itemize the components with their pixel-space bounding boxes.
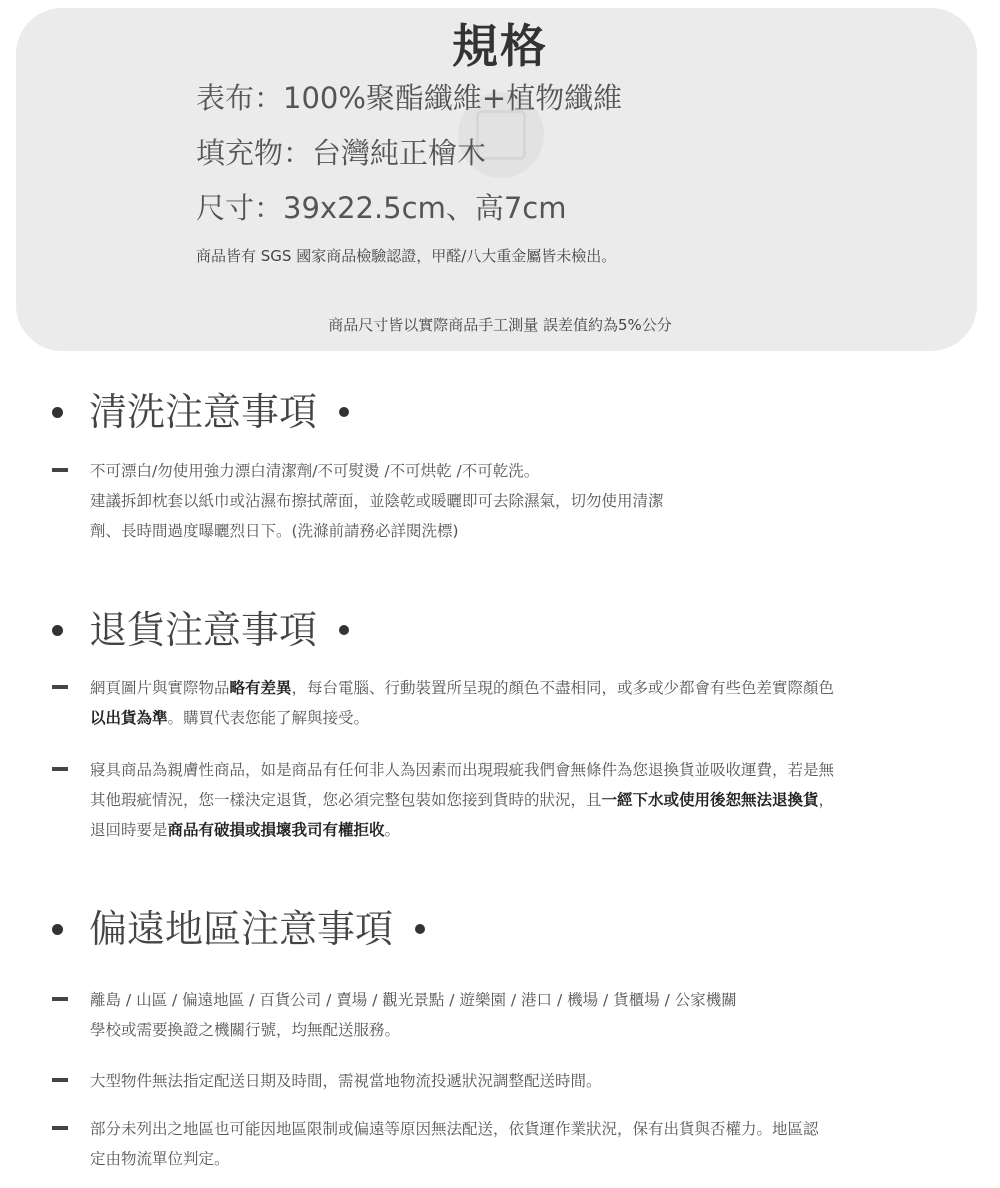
spec-certification: 商品皆有 SGS 國家商品檢驗認證，甲醛/八大重金屬皆未檢出。 bbox=[196, 247, 617, 265]
emphasis-text: 略有差異 bbox=[229, 679, 292, 697]
body-text: 大型物件無法指定配送日期及時間，需視當地物流投遞狀況調整配送時間。 bbox=[90, 1072, 602, 1090]
bullet-icon bbox=[415, 924, 425, 934]
bullet-icon bbox=[52, 625, 63, 636]
section-title: 退貨注意事項 bbox=[89, 608, 318, 652]
spec-fabric: 表布：100%聚酯纖維+植物纖維 bbox=[196, 81, 623, 115]
emphasis-text: 一經下水或使用後恕無法退換貨 bbox=[601, 791, 819, 809]
list-item bbox=[52, 456, 962, 546]
section-title: 偏遠地區注意事項 bbox=[89, 907, 394, 951]
body-text: 部分未列出之地區也可能因地區限制或偏遠等原因無法配送，依貨運作業狀況，保有出貨與否權力。地區認 定由物流單位判定。 bbox=[90, 1120, 819, 1168]
dash-icon bbox=[52, 1078, 68, 1082]
body-text: 離島 / 山區 / 偏遠地區 / 百貨公司 / 賣場 / 觀光景點 / 遊樂園 / 港口 / 機場 / 貨櫃場 / 公家機關 學校或需要換證之機關行號，均無配送服務。 bbox=[90, 991, 737, 1039]
item-text bbox=[90, 985, 962, 1045]
body-text: 網頁圖片與實際物品 bbox=[90, 679, 230, 697]
bullet-icon bbox=[52, 407, 63, 418]
dash-icon bbox=[52, 767, 68, 771]
washing-section-heading bbox=[52, 386, 349, 438]
item-text bbox=[90, 456, 962, 546]
spec-title: 規格 bbox=[452, 19, 548, 73]
body-text: 不可漂白/勿使用強力漂白清潔劑/不可熨燙 /不可烘乾 /不可乾洗。 建議拆卸枕套以紙巾或沾濕布擦拭蓆面，並陰乾或暖曬即可去除濕氣，切勿使用清潔 劑、長時間過度曝曬烈日下。(洗滌前請務必詳閱洗標) bbox=[90, 462, 664, 540]
body-text: 寢具商品為親膚性商品，如是商品有任何非人為因素而出現瑕疵我們會無條件為您退換貨並吸收運費，若是無 其他瑕疵情況，您一樣決定退貨，您必須完整包裝如您接到貨時的狀況，且 bbox=[90, 761, 835, 809]
body-text: ， 退回時要是 bbox=[90, 791, 835, 839]
bullet-icon bbox=[339, 407, 349, 417]
item-text bbox=[90, 1066, 962, 1096]
dash-icon bbox=[52, 685, 68, 689]
dash-icon bbox=[52, 997, 68, 1001]
bullet-icon bbox=[339, 625, 349, 635]
bullet-icon bbox=[52, 924, 63, 935]
spec-size: 尺寸：39x22.5cm、高7cm bbox=[196, 191, 567, 225]
emphasis-text: 以出貨為準 bbox=[90, 709, 168, 727]
returns-section-heading bbox=[52, 604, 349, 656]
item-text bbox=[90, 1114, 962, 1174]
spec-filling: 填充物：台灣純正檜木 bbox=[196, 136, 487, 170]
dash-icon bbox=[52, 468, 68, 472]
spec-measurement-note: 商品尺寸皆以實際商品手工測量 誤差值約為5%公分 bbox=[328, 316, 672, 334]
item-text bbox=[90, 755, 962, 845]
list-item bbox=[52, 1066, 962, 1096]
list-item bbox=[52, 673, 962, 733]
dash-icon bbox=[52, 1126, 68, 1130]
body-text: 。 bbox=[384, 821, 401, 839]
list-item bbox=[52, 1114, 962, 1174]
emphasis-text: 商品有破損或損壞我司有權拒收 bbox=[167, 821, 385, 839]
item-text bbox=[90, 673, 962, 733]
list-item bbox=[52, 985, 962, 1045]
section-title: 清洗注意事項 bbox=[89, 390, 318, 434]
body-text: ，每台電腦、行動裝置所呈現的顏色不盡相同，或多或少都會有些色差實際顏色 bbox=[291, 679, 835, 697]
body-text: 。購買代表您能了解與接受。 bbox=[167, 709, 370, 727]
remote-section-heading bbox=[52, 903, 425, 955]
list-item bbox=[52, 755, 962, 845]
